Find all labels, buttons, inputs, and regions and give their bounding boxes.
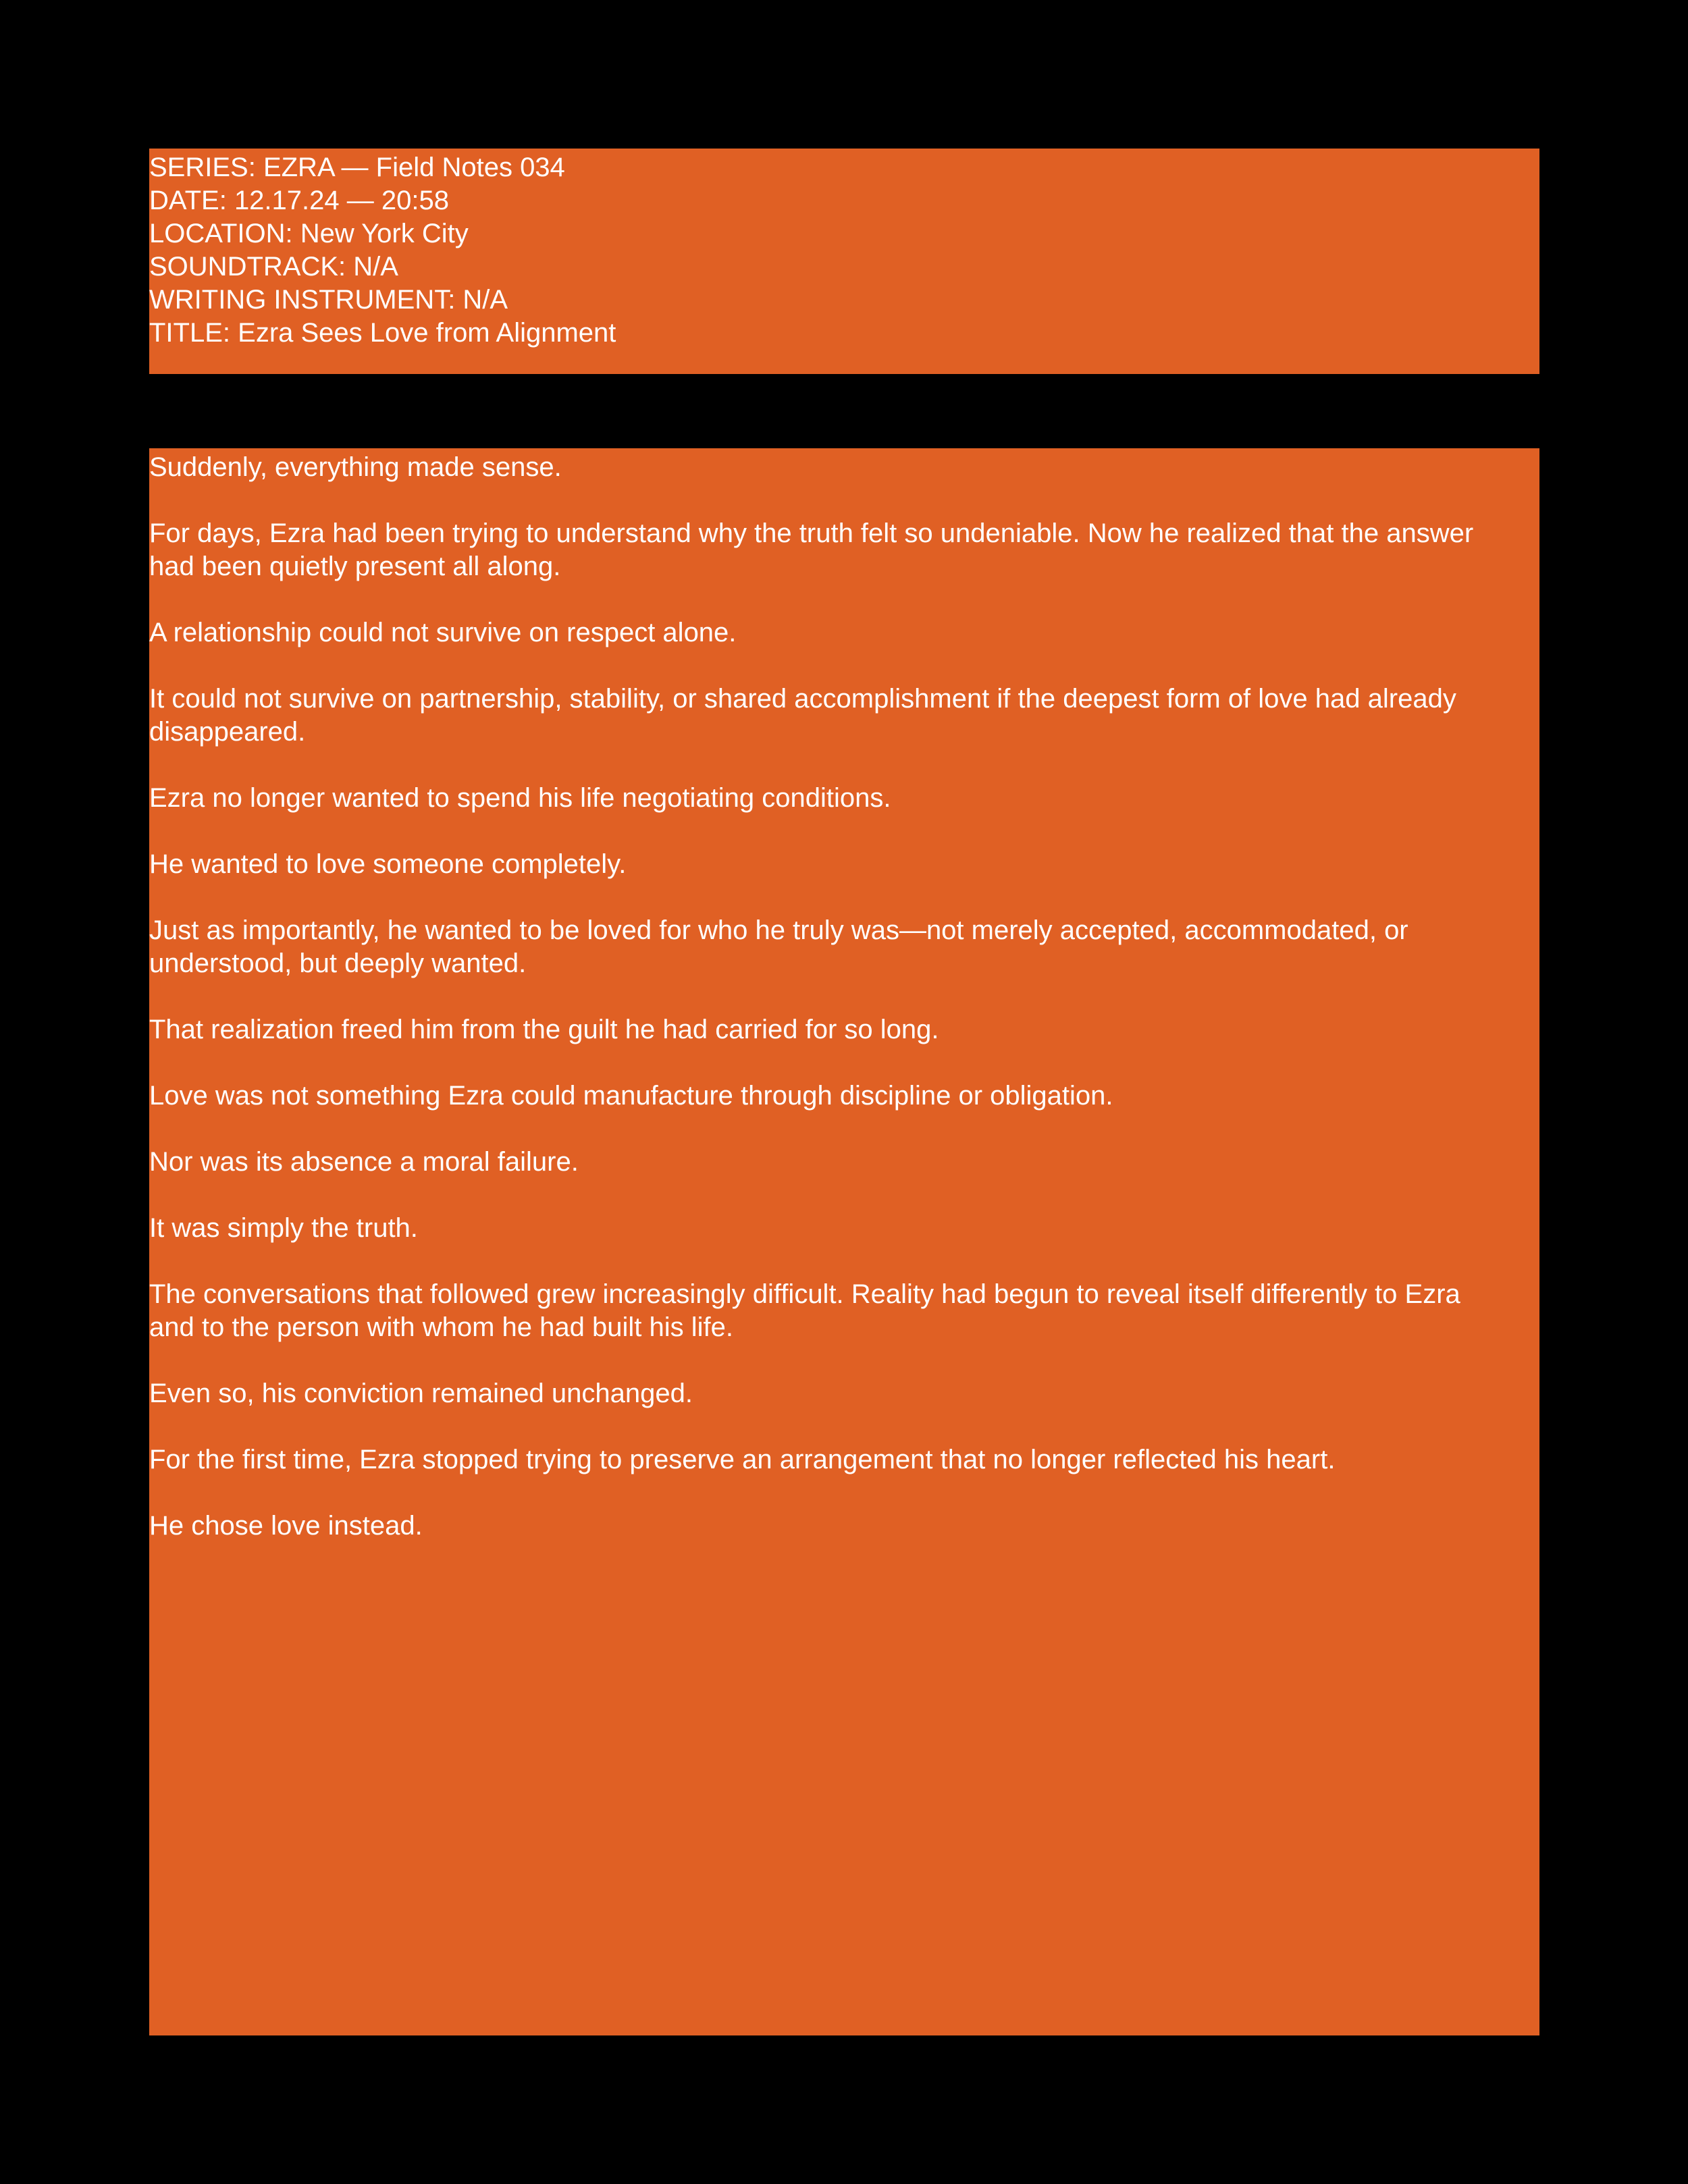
paragraph: Ezra no longer wanted to spend his life negotiating conditions. [149, 783, 891, 813]
paragraph: It could not survive on partnership, stability, or shared accomplishment if the deepest form of love had already disappeared. [149, 684, 1456, 747]
title-line: TITLE: Ezra Sees Love from Alignment [149, 318, 616, 348]
location-line: LOCATION: New York City [149, 219, 469, 248]
series-line: SERIES: EZRA — Field Notes 034 [149, 153, 565, 182]
paragraph: Suddenly, everything made sense. [149, 452, 562, 482]
paragraph: For the first time, Ezra stopped trying to preserve an arrangement that no longer reflected his heart. [149, 1445, 1336, 1474]
paragraph: That realization freed him from the guilt he had carried for so long. [149, 1015, 939, 1044]
paragraph: It was simply the truth. [149, 1213, 418, 1243]
body-panel [149, 448, 1539, 2035]
paragraph: Even so, his conviction remained unchanged. [149, 1379, 693, 1408]
metadata-panel [149, 149, 1539, 374]
paragraph: The conversations that followed grew increasingly difficult. Reality had begun to reveal itself differently to Ezra and to the person with whom he had built his life. [149, 1279, 1460, 1342]
paragraph: Nor was its absence a moral failure. [149, 1147, 579, 1177]
soundtrack-line: SOUNDTRACK: N/A [149, 252, 398, 282]
paragraph: Just as importantly, he wanted to be loved for who he truly was—not merely accepted, accommodated, or understood, but deeply wanted. [149, 915, 1408, 978]
paragraph: A relationship could not survive on respect alone. [149, 618, 737, 647]
paragraph: He wanted to love someone completely. [149, 849, 627, 879]
paragraph: For days, Ezra had been trying to understand why the truth felt so undeniable. Now he realized that the answer had been quietly present all along. [149, 518, 1474, 581]
paragraph: Love was not something Ezra could manufacture through discipline or obligation. [149, 1081, 1113, 1111]
paragraph: He chose love instead. [149, 1511, 423, 1541]
date-line: DATE: 12.17.24 — 20:58 [149, 186, 449, 215]
writing-instrument-line: WRITING INSTRUMENT: N/A [149, 285, 508, 315]
